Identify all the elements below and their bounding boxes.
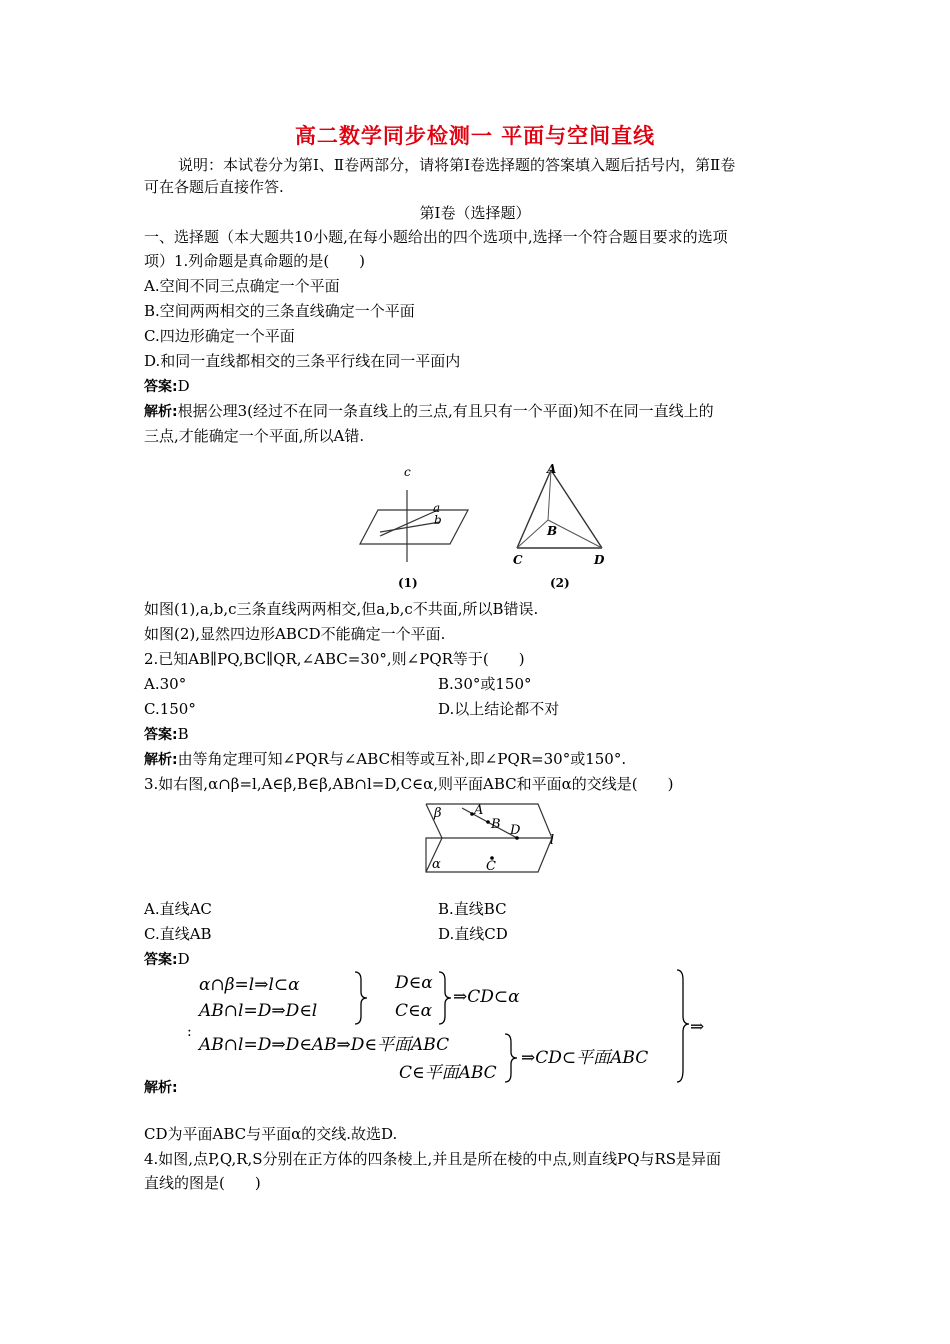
formula-row-4: C∈平面ABC — [399, 1063, 497, 1083]
q3-option-d: D.直线CD — [438, 925, 508, 943]
answer-label: 答案: — [144, 727, 178, 743]
brace-1 — [355, 972, 367, 1024]
intro-line-1: 说明：本试卷分为第Ⅰ、Ⅱ卷两部分，请将第Ⅰ卷选择题的答案填入题后括号内，第Ⅱ卷 — [178, 156, 736, 174]
q1-answer — [144, 375, 190, 398]
q3-option-a: A.直线AC — [144, 900, 212, 918]
part-one-line-2: 项）1.列命题是真命题的是( ) — [144, 252, 366, 270]
analysis-text: 由等角定理可知∠PQR与∠ABC相等或互补,即∠PQR=30°或150°. — [177, 750, 627, 768]
formula-row-2: AB∩l=D⇒D∈l — [199, 1001, 318, 1021]
page-title: 高二数学同步检测一 平面与空间直线 — [294, 123, 656, 148]
analysis-label: 解析: — [144, 1080, 178, 1096]
fig1-plane — [360, 510, 468, 544]
fig2-label-a: A — [547, 462, 557, 476]
intro-line-2: 可在各题后直接作答. — [144, 178, 284, 196]
q3-point-b — [486, 820, 490, 824]
q2-option-d: D.以上结论都不对 — [438, 700, 560, 718]
analysis-label: 解析: — [144, 404, 178, 420]
fig1-line-b — [380, 522, 440, 532]
q3-formula — [185, 966, 725, 1088]
analysis-text: 根据公理3(经过不在同一条直线上的三点,有且只有一个平面)知不在同一直线上的 — [177, 402, 714, 420]
fig1-caption: (1) — [398, 576, 418, 590]
q3-label-alpha: α — [432, 857, 441, 872]
fig1-label-a: a — [433, 501, 441, 515]
q2-option-c: C.150° — [144, 700, 196, 718]
q2-option-a: A.30° — [144, 675, 187, 693]
brace-3 — [505, 1034, 517, 1082]
section-title: 第Ⅰ卷（选择题） — [419, 204, 531, 222]
formula-mid-2: C∈α — [395, 1001, 433, 1021]
answer-value: B — [177, 725, 189, 743]
q3-stem: 3.如右图,α∩β=l,A∈β,B∈β,AB∩l=D,C∈α,则平面ABC和平面α的交线是( ) — [144, 775, 674, 793]
q3-label-l: l — [550, 833, 555, 848]
formula-final-arrow: ⇒ — [690, 1017, 705, 1037]
q1-option-d: D.和同一直线都相交的三条平行线在同一平面内 — [144, 352, 461, 370]
fig1-label-c: c — [404, 465, 411, 479]
q3-option-c: C.直线AB — [144, 925, 212, 943]
fig2-edge-bc — [517, 520, 548, 548]
q3-option-b: B.直线BC — [438, 900, 507, 918]
formula-result-2: ⇒CD⊂平面ABC — [521, 1048, 649, 1068]
brace-2 — [439, 972, 451, 1024]
q3-figure-line-ab — [462, 808, 517, 838]
formula-row-3: AB∩l=D⇒D∈AB⇒D∈平面ABC — [199, 1035, 450, 1055]
fig2-label-b: B — [547, 524, 558, 538]
q3-conclusion: CD为平面ABC与平面α的交线.故选D. — [144, 1125, 398, 1143]
formula-result-1: ⇒CD⊂α — [453, 987, 520, 1007]
q1-analysis-line-2: 三点,才能确定一个平面,所以A错. — [144, 427, 365, 445]
q1-option-a: A.空间不同三点确定一个平面 — [144, 277, 340, 295]
answer-value: D — [177, 377, 190, 395]
q1-figures — [350, 462, 620, 592]
q3-label-beta: β — [434, 806, 442, 821]
fig2-edge-ad — [551, 470, 602, 548]
q3-analysis-label — [144, 1076, 178, 1099]
q1-option-c: C.四边形确定一个平面 — [144, 327, 295, 345]
answer-label: 答案: — [144, 952, 178, 968]
fig1-label-b: b — [434, 513, 442, 527]
q3-label-c: C — [486, 859, 496, 874]
fig2-label-d: D — [594, 553, 605, 567]
formula-row-1: α∩β=l⇒l⊂α — [199, 975, 300, 995]
q4-line-1: 4.如图,点P,Q,R,S分别在正方体的四条棱上,并且是所在棱的中点,则直线PQ与RS是异面 — [144, 1150, 722, 1168]
fig2-label-c: C — [513, 553, 523, 567]
q3-label-b: B — [491, 817, 501, 832]
q2-option-b: B.30°或150° — [438, 675, 532, 693]
q3-figure — [422, 800, 562, 878]
answer-label: 答案: — [144, 379, 178, 395]
q4-line-2: 直线的图是( ) — [144, 1174, 261, 1192]
fig2-edge-ac — [517, 470, 551, 548]
formula-mid-1: D∈α — [395, 973, 433, 993]
q1-note-2: 如图(2),显然四边形ABCD不能确定一个平面. — [144, 625, 446, 643]
q1-note-1: 如图(1),a,b,c三条直线两两相交,但a,b,c不共面,所以B错误. — [144, 600, 539, 618]
part-one-line-1: 一、选择题（本大题共10小题,在每小题给出的四个选项中,选择一个符合题目要求的选项 — [144, 228, 728, 246]
fig1-line-a — [380, 510, 438, 536]
q2-analysis — [144, 748, 626, 771]
q1-analysis-line-1 — [144, 400, 714, 423]
analysis-label: 解析: — [144, 752, 178, 768]
fig2-caption: (2) — [550, 576, 570, 590]
q2-stem: 2.已知AB∥PQ,BC∥QR,∠ABC=30°,则∠PQR等于( ) — [144, 650, 525, 668]
formula-colon: : — [187, 1024, 192, 1040]
q3-label-a: A — [474, 803, 484, 818]
q2-answer — [144, 723, 189, 746]
brace-4 — [677, 970, 689, 1082]
q1-option-b: B.空间两两相交的三条直线确定一个平面 — [144, 302, 415, 320]
q3-label-d: D — [510, 823, 521, 838]
q3-answer — [144, 948, 190, 971]
answer-value: D — [177, 950, 190, 968]
